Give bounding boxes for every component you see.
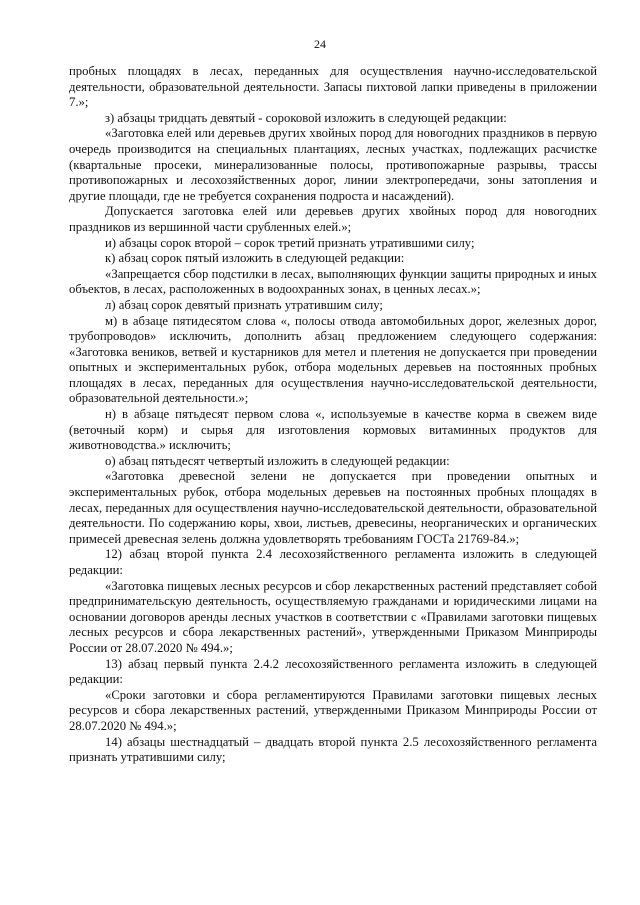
- document-body: [69, 64, 597, 766]
- paragraph-item-l: л) абзац сорок девятый признать утратившим силу;: [105, 297, 383, 312]
- paragraph-quote-spruce-tops: Допускается заготовка елей или деревьев других хвойных пород для новогодних праздников из вершинной части срубленных елей.»;: [69, 204, 597, 234]
- page-number: 24: [314, 37, 326, 51]
- paragraph-item-m: м) в абзаце пятидесятом слова «, полосы отвода автомобильных дорог, железных дорог, трубопроводов» исключить, дополнить абзац предложением следующего содержания: «Заготовка веников, ветвей и кустарников для метел и плетения не допускается при проведении опытных и экспериментальных рубок, отбора модельных деревьев на постоянных пробных площадях в лесах, переданных для осуществления научно-исследовательской деятельности, образовательной деятельности.»;: [69, 313, 597, 406]
- paragraph-continuation: пробных площадях в лесах, переданных для осуществления научно-исследовательской деятельности, образовательной деятельности. Запасы пихтовой лапки приведены в приложении 7.»;: [69, 64, 597, 110]
- paragraph-item-k: к) абзац сорок пятый изложить в следующей редакции:: [105, 251, 405, 266]
- paragraph-item-n: н) в абзаце пятьдесят первом слова «, используемые в качестве корма в свежем виде (веточный корм) и сырья для изготовления кормовых витаминных продуктов для животноводства.» исключить;: [69, 407, 597, 453]
- paragraph-quote-terms: «Сроки заготовки и сбора регламентируются Правилами заготовки пищевых лесных ресурсов и сбора лекарственных растений, утвержденными Приказом Минприроды России от 28.07.2020 № 494.»;: [69, 687, 597, 733]
- paragraph-quote-spruce-harvest: «Заготовка елей или деревьев других хвойных пород для новогодних праздников в первую очередь производится на специальных плантациях, лесных участках, подлежащих расчистке (квартальные просеки, минерализованные полосы, противопожарные разрывы, трассы противопожарных и лесохозяйственных дорог, линии электропередачи, зоны затопления и другие площади, где не требуется сохранения подроста и насаждений).: [69, 126, 597, 203]
- paragraph-item-o: о) абзац пятьдесят четвертый изложить в следующей редакции:: [105, 453, 450, 468]
- paragraph-item-z: з) абзацы тридцать девятый - сороковой изложить в следующей редакции:: [105, 110, 507, 125]
- paragraph-item-i: и) абзацы сорок второй – сорок третий признать утратившими силу;: [105, 235, 475, 250]
- paragraph-item-14: 14) абзацы шестнадцатый – двадцать второй пункта 2.5 лесохозяйственного регламента признать утратившими силу;: [69, 734, 597, 765]
- paragraph-item-12: 12) абзац второй пункта 2.4 лесохозяйственного регламента изложить в следующей редакции:: [69, 547, 597, 577]
- paragraph-quote-litter: «Запрещается сбор подстилки в лесах, выполняющих функции защиты природных и иных объектов, в лесах, расположенных в водоохранных зонах, в ценных лесах.»;: [69, 266, 597, 297]
- paragraph-quote-food-resources: «Заготовка пищевых лесных ресурсов и сбор лекарственных растений представляет собой предпринимательскую деятельность, осуществляемую гражданами и юридическими лицами на основании договоров аренды лесных участков в соответствии с «Правилами заготовки пищевых лесных ресурсов и сбора лекарственных растений», утвержденными Приказом Минприроды России от 28.07.2020 № 494.»;: [69, 578, 597, 655]
- paragraph-item-13: 13) абзац первый пункта 2.4.2 лесохозяйственного регламента изложить в следующей редакции:: [69, 656, 597, 687]
- paragraph-quote-greenery: «Заготовка древесной зелени не допускается при проведении опытных и экспериментальных рубок, отбора модельных деревьев на постоянных пробных площадях в лесах, переданных для осуществления научно-исследовательской деятельности, образовательной деятельности. По содержанию коры, хвои, листьев, древесины, неорганических и органических примесей древесная зелень должна удовлетворять требованиям ГОСТа 21769-84.»;: [69, 469, 597, 546]
